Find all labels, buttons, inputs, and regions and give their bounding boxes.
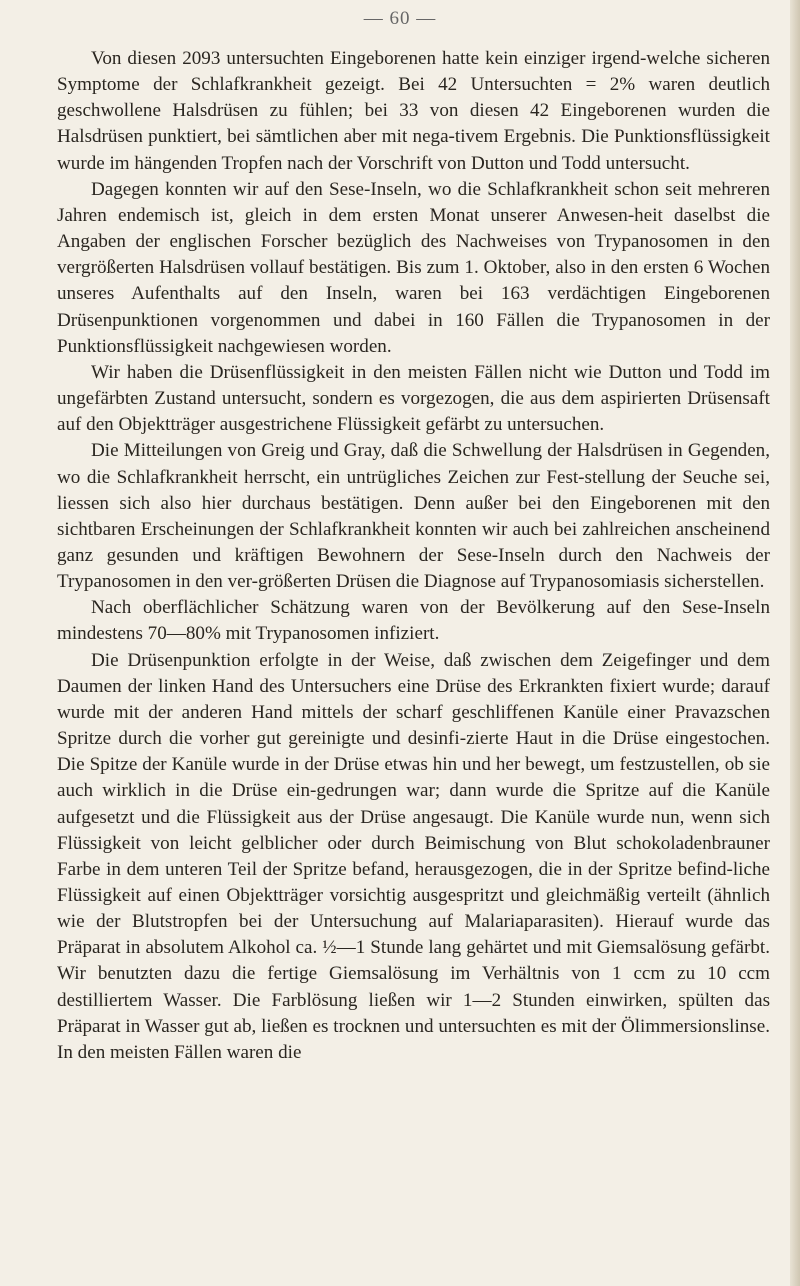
body-text: [57, 46, 770, 1066]
paragraph-1: Von diesen 2093 untersuchten Eingeborenen hatte kein einziger irgend-welche sicheren Symptome der Schlafkrankheit gezeigt. Bei 42 Untersuchten = 2% waren deutlich geschwollene Halsdrüsen zu fühlen; bei 33 von diesen 42 Eingeborenen wurden die Halsdrüsen punktiert, bei sämtlichen aber mit nega-tivem Ergebnis. Die Punktionsflüssigkeit wurde im hängenden Tropfen nach der Vorschrift von Dutton und Todd untersucht.: [57, 48, 770, 174]
paragraph-6: Die Drüsenpunktion erfolgte in der Weise, daß zwischen dem Zeigefinger und dem Daumen der linken Hand des Untersuchers eine Drüse des Erkrankten fixiert wurde; darauf wurde mit der anderen Hand mittels der scharf geschliffenen Kanüle einer Pravazschen Spritze durch die vorher gut gereinigte und desinfi-zierte Haut in die Drüse eingestochen. Die Spitze der Kanüle wurde in der Drüse etwas hin und her bewegt, um festzustellen, ob sie auch wirklich in die Drüse ein-gedrungen war; dann wurde die Spritze auf die Kanüle aufgesetzt und die Flüssigkeit aus der Drüse angesaugt. Die Kanüle wurde nun, wenn sich Flüssigkeit von leicht gelblicher oder durch Beimischung von Blut schokoladenbrauner Farbe in dem unteren Teil der Spritze befand, herausgezogen, die in der Spritze befind-liche Flüssigkeit auf einen Objektträger vorsichtig ausgespritzt und gleichmäßig verteilt (ähnlich wie der Blutstropfen bei der Untersuchung auf Malariaparasiten). Hierauf wurde das Präparat in absolutem Alkohol ca. ½—1 Stunde lang gehärtet und mit Giemsalösung gefärbt. Wir benutzten dazu die fertige Giemsalösung im Verhältnis von 1 ccm zu 10 ccm destilliertem Wasser. Die Farblösung ließen wir 1—2 Stunden einwirken, spülten das Präparat in Wasser gut ab, ließen es trocknen und untersuchten es mit der Ölimmersionslinse. In den meisten Fällen waren die: [57, 649, 770, 1063]
paragraph-5: Nach oberflächlicher Schätzung waren von der Bevölkerung auf den Sese-Inseln mindestens 70—80% mit Trypanosomen infiziert.: [57, 597, 770, 645]
page-number: — 60 —: [363, 8, 437, 29]
paragraph-3: Wir haben die Drüsenflüssigkeit in den meisten Fällen nicht wie Dutton und Todd im ungefärbten Zustand untersucht, sondern es vorgezogen, die aus dem aspirierten Drüsensaft auf den Objektträger ausgestrichene Flüssigkeit gefärbt zu untersuchen.: [57, 361, 770, 436]
paragraph-2: Dagegen konnten wir auf den Sese-Inseln, wo die Schlafkrankheit schon seit mehreren Jahren endemisch ist, gleich in dem ersten Monat unserer Anwesen-heit daselbst die Angaben der englischen Forscher bezüglich des Nachweises von Trypanosomen in den vergrößerten Halsdrüsen vollauf bestätigen. Bis zum 1. Oktober, also in den ersten 6 Wochen unseres Aufenthalts auf den Inseln, waren bei 163 verdächtigen Eingeborenen Drüsenpunktionen vorgenommen und dabei in 160 Fällen die Trypanosomen in der Punktionsflüssigkeit nachgewiesen worden.: [57, 178, 770, 357]
page-edge-shadow: [790, 0, 800, 1286]
paragraph-4: Die Mitteilungen von Greig und Gray, daß die Schwellung der Halsdrüsen in Gegenden, wo die Schlafkrankheit herrscht, ein untrügliches Zeichen zur Fest-stellung der Seuche sei, liessen sich also hier durchaus bestätigen. Denn außer bei den Eingeborenen mit den sichtbaren Erscheinungen der Schlafkrankheit konnten wir auch bei zahlreichen anscheinend ganz gesunden und kräftigen Bewohnern der Sese-Inseln durch den Nachweis der Trypanosomen in den ver-größerten Drüsen die Diagnose auf Trypanosomiasis sicherstellen.: [57, 440, 770, 593]
